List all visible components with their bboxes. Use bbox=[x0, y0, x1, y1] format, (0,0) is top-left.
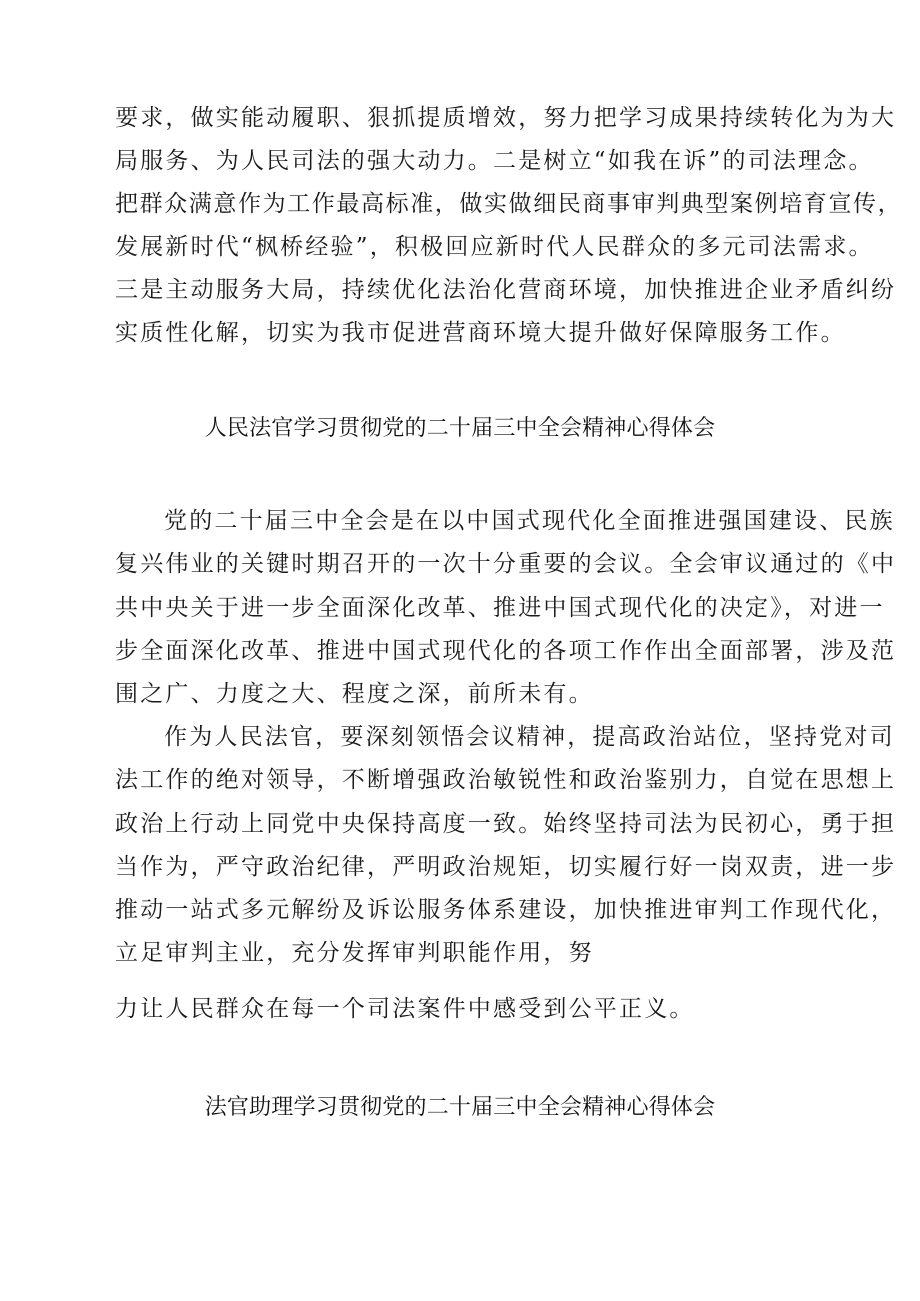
text-line: 推动一站式多元解纷及诉讼服务体系建设，加快推进审判工作现代化， bbox=[115, 897, 897, 923]
text-line: 立足审判主业，充分发挥审判职能作用，努 bbox=[115, 940, 594, 966]
text-line: 政治上行动上同党中央保持高度一致。始终坚持司法为民初心，勇于担 bbox=[115, 811, 897, 837]
text-line: 力让人民群众在每一个司法案件中感受到公平正义。 bbox=[115, 996, 695, 1022]
text-line: 步全面深化改革、推进中国式现代化的各项工作作出全面部署，涉及范 bbox=[115, 638, 897, 664]
text-line: 复兴伟业的关键时期召开的一次十分重要的会议。全会审议通过的《中 bbox=[115, 551, 897, 577]
text-line: 共中央关于进一步全面深化改革、推进中国式现代化的决定》，对进一 bbox=[115, 595, 885, 621]
text-line: 作为人民法官，要深刻领悟会议精神，提高政治站位，坚持党对司 bbox=[164, 724, 895, 750]
article-title: 法官助理学习贯彻党的二十届三中全会精神心得体会 bbox=[204, 1095, 716, 1120]
article-title: 人民法官学习贯彻党的二十届三中全会精神心得体会 bbox=[204, 416, 716, 441]
text-line: 三是主动服务大局，持续优化法治化营商环境，加快推进企业矛盾纠纷 bbox=[115, 277, 897, 303]
text-line: 局服务、为人民司法的强大动力。二是树立“如我在诉”的司法理念。 bbox=[115, 148, 874, 174]
text-line: 发展新时代“枫桥经验”，积极回应新时代人民群众的多元司法需求。 bbox=[115, 234, 874, 260]
text-line: 实质性化解，切实为我市促进营商环境大提升做好保障服务工作。 bbox=[115, 320, 846, 346]
text-line: 党的二十届三中全会是在以中国式现代化全面推进强国建设、民族 bbox=[164, 508, 895, 534]
text-line: 当作为，严守政治纪律，严明政治规矩，切实履行好一岗双责，进一步 bbox=[115, 854, 897, 880]
text-line: 围之广、力度之大、程度之深，前所未有。 bbox=[115, 681, 594, 707]
text-line: 把群众满意作为工作最高标准，做实做细民商事审判典型案例培育宣传， bbox=[115, 191, 903, 217]
text-line: 法工作的绝对领导，不断增强政治敏锐性和政治鉴别力，自觉在思想上 bbox=[115, 767, 897, 793]
text-line: 要求，做实能动履职、狠抓提质增效，努力把学习成果持续转化为为大 bbox=[115, 105, 897, 131]
